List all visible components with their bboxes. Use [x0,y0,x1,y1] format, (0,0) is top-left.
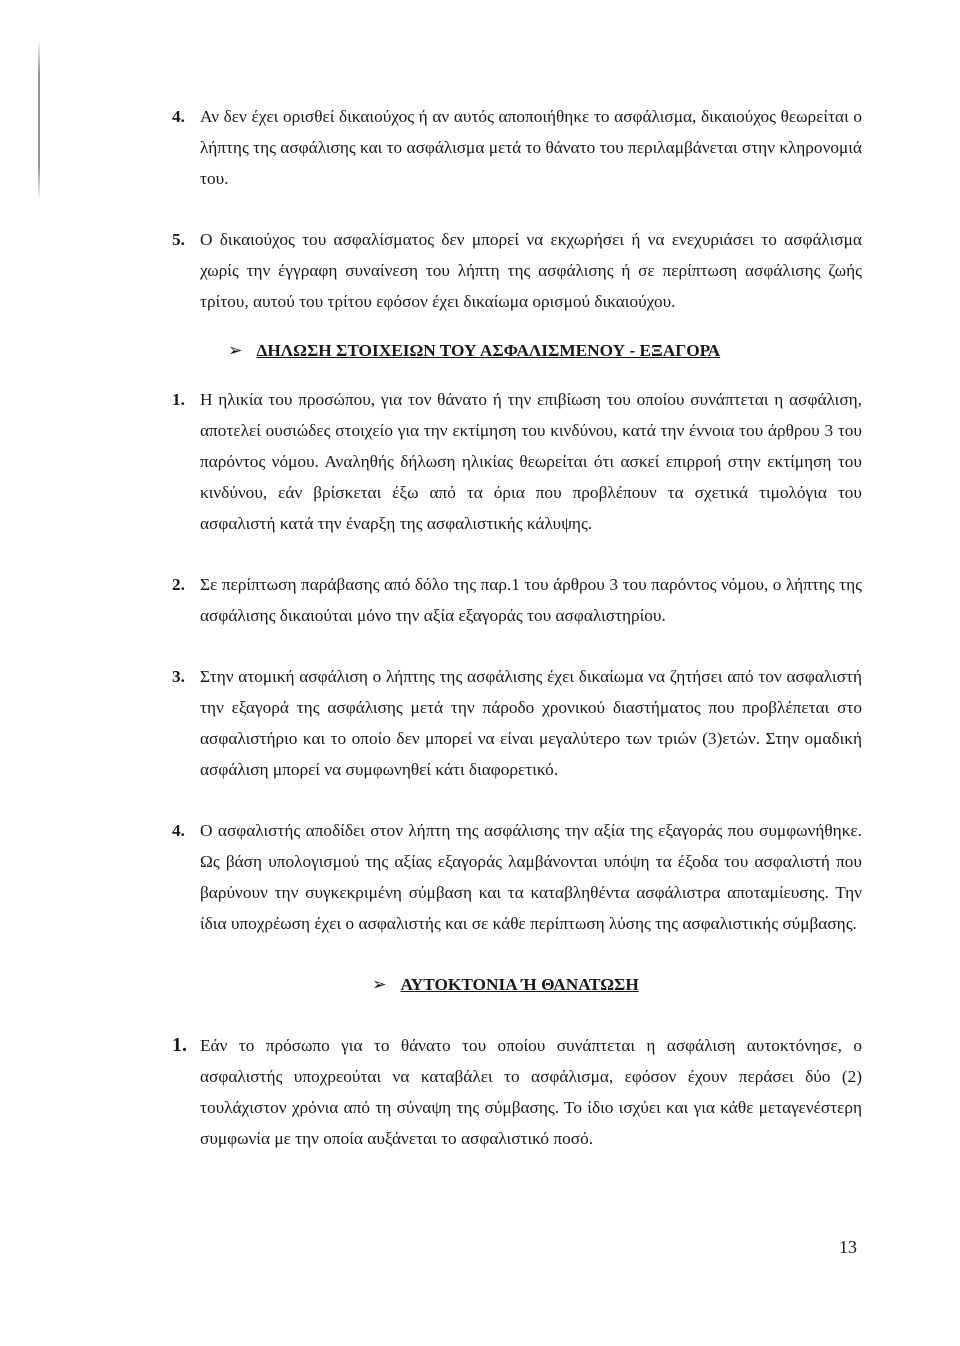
paragraph-item-5 [172,224,862,317]
item-number: 3. [172,667,185,686]
item-text: Σε περίπτωση παράβασης από δόλο της παρ.1 του άρθρου 3 του παρόντος νόμου, ο λήπτης της ασφάλισης δικαιούται μόνο την αξία εξαγοράς του ασφαλιστηρίου. [200,575,862,625]
item-number: 4. [172,821,185,840]
document-page [172,101,862,1154]
item-text: Στην ατομική ασφάλιση ο λήπτης της ασφάλισης έχει δικαίωμα να ζητήσει από τον ασφαλιστή την εξαγορά της ασφάλισης μετά την πάροδο χρονικού διαστήματος που προβλέπεται στο ασφαλιστήριο και το οποίο δεν μπορεί να είναι μεγαλύτερο των τριών (3)ετών. Στην ομαδική ασφάλιση μπορεί να συμφωνηθεί κάτι διαφορετικό. [200,667,862,779]
paragraph-item-1b [172,1030,862,1154]
item-text: Ο δικαιούχος του ασφαλίσματος δεν μπορεί να εκχωρήσει ή να ενεχυριάσει το ασφάλισμα χωρίς την έγγραφη συναίνεση του λήπτη της ασφάλισης ή σε περίπτωση ασφάλισης ζωής τρίτου, αυτού του τρίτου εφόσον έχει δικαίωμα ορισμού δικαιούχου. [200,230,862,311]
paragraph-item-2 [172,569,862,631]
item-text: Ο ασφαλιστής αποδίδει στον λήπτη της ασφάλισης την αξία της εξαγοράς που συμφωνήθηκε. Ως βάση υπολογισμού της αξίας εξαγοράς λαμβάνονται υπόψη τα έξοδα του ασφαλιστή που βαρύνουν την συγκεκριμένη σύμβαση και τα καταβληθέντα ασφάλιστρα αποταμίευσης. Την ίδια υποχρέωση έχει ο ασφαλιστής και σε κάθε περίπτωση λύσης της ασφαλιστικής σύμβασης. [200,821,862,933]
arrow-bullet-icon: ➢ [228,341,243,360]
section-heading-text: ΔΗΛΩΣΗ ΣΤΟΙΧΕΙΩΝ ΤΟΥ ΑΣΦΑΛΙΣΜΕΝΟΥ - ΕΞΑΓΟΡΑ [256,341,721,360]
scan-edge-mark [38,40,40,200]
item-number: 4. [172,107,185,126]
paragraph-item-3 [172,661,862,785]
paragraph-item-4 [172,101,862,194]
section-heading-text: ΑΥΤΟΚΤΟΝΙΑ Ή ΘΑΝΑΤΩΣΗ [400,975,639,994]
item-text: Η ηλικία του προσώπου, για τον θάνατο ή την επιβίωση του οποίου συνάπτεται η ασφάλιση, αποτελεί ουσιώδες στοιχείο για την εκτίμηση του κινδύνου, κατά την έννοια του άρθρου 3 του παρόντος νόμου. Αναληθής δήλωση ηλικίας θεωρείται ότι ασκεί επιρροή στην εκτίμηση του κινδύνου, εάν βρίσκεται έξω από τα όρια που προβλέπουν τα σχετικά τιμολόγια του ασφαλιστή κατά την έναρξη της ασφαλιστικής κάλυψης. [200,390,862,533]
paragraph-item-1 [172,384,862,539]
item-number: 1. [172,390,185,409]
section-heading-declaration [228,335,862,366]
item-number: 2. [172,575,185,594]
section-heading-suicide [372,969,862,1000]
item-number: 1. [172,1034,187,1056]
item-text: Αν δεν έχει ορισθεί δικαιούχος ή αν αυτός αποποιήθηκε το ασφάλισμα, δικαιούχος θεωρείται ο λήπτης της ασφάλισης και το ασφάλισμα μετά το θάνατο του περιλαμβάνεται στην κληρονομιά του. [200,107,862,188]
arrow-bullet-icon: ➢ [372,975,387,994]
item-number: 5. [172,230,185,249]
item-text: Εάν το πρόσωπο για το θάνατο του οποίου συνάπτεται η ασφάλιση αυτοκτόνησε, ο ασφαλιστής υποχρεούται να καταβάλει το ασφάλισμα, εφόσον έχουν περάσει δύο (2) τουλάχιστον χρόνια από τη σύναψη της σύμβασης. Το ίδιο ισχύει και για κάθε μεταγενέστερη συμφωνία με την οποία αυξάνεται το ασφαλιστικό ποσό. [200,1036,862,1148]
page-number: 13 [839,1237,857,1257]
paragraph-item-4b [172,815,862,939]
